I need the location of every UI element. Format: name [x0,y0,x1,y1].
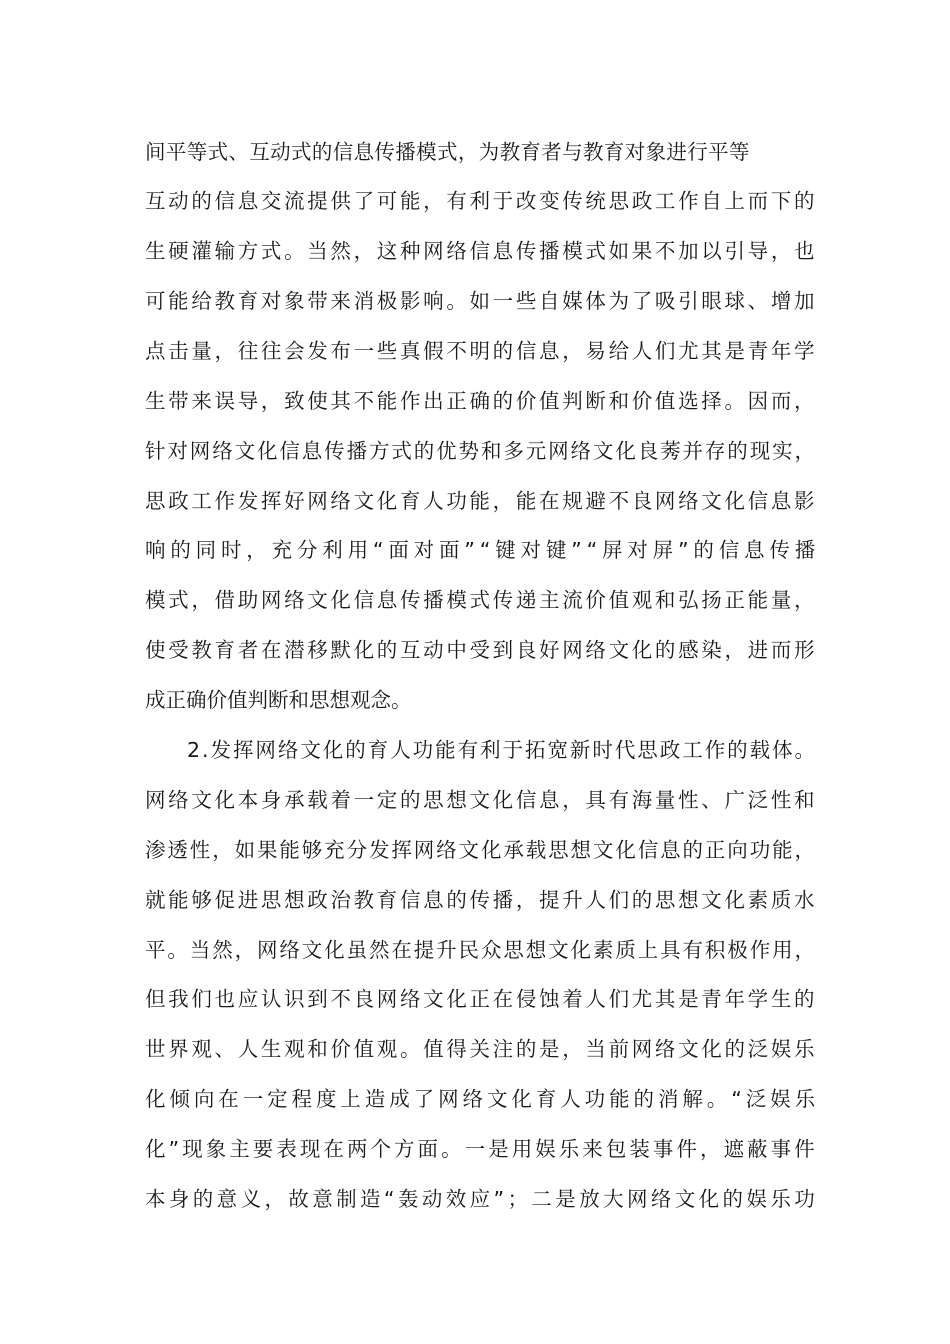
text-line: 思政工作发挥好网络文化育人功能，能在规避不良网络文化信息影 [145,489,818,513]
text-line: 使受教育者在潜移默化的互动中受到良好网络文化的感染，进而形 [145,638,818,662]
text-line: 模式，借助网络文化信息传播模式传递主流价值观和弘扬正能量， [145,588,818,612]
text-line: 间平等式、互动式的信息传播模式，为教育者与教育对象进行平等 [145,140,750,164]
text-line: 生带来误导，致使其不能作出正确的价值判断和价值选择。因而， [145,389,818,413]
text-line: 就能够促进思想政治教育信息的传播，提升人们的思想文化素质水 [145,888,818,912]
text-line: 响的同时，充分利用“面对面”“键对键”“屏对屏”的信息传播 [145,538,821,562]
text-line: 互动的信息交流提供了可能，有利于改变传统思政工作自上而下的 [145,189,818,213]
text-line: 平。当然，网络文化虽然在提升民众思想文化素质上具有积极作用， [145,938,817,962]
text-line: 网络文化本身承载着一定的思想文化信息，具有海量性、广泛性和 [145,788,818,812]
text-line: 点击量，往往会发布一些真假不明的信息，易给人们尤其是青年学 [145,339,818,363]
text-line: 生硬灌输方式。当然，这种网络信息传播模式如果不加以引导，也 [145,239,818,263]
text-line: 本身的意义，故意制造“轰动效应”；二是放大网络文化的娱乐功 [145,1187,819,1211]
text-line: 世界观、人生观和价值观。值得关注的是，当前网络文化的泛娱乐 [145,1037,818,1061]
text-line: 化”现象主要表现在两个方面。一是用娱乐来包装事件，遮蔽事件 [145,1137,818,1161]
text-line: 渗透性，如果能够充分发挥网络文化承载思想文化信息的正向功能， [145,838,817,862]
text-line: 成正确价值判断和思想观念。 [145,688,412,712]
text-line: 针对网络文化信息传播方式的优势和多元网络文化良莠并存的现实， [145,439,817,463]
text-line-indented: 2.发挥网络文化的育人功能有利于拓宽新时代思政工作的载体。 [187,738,818,762]
text-line: 但我们也应认识到不良网络文化正在侵蚀着人们尤其是青年学生的 [145,987,818,1011]
text-line: 可能给教育对象带来消极影响。如一些自媒体为了吸引眼球、增加 [145,289,818,313]
text-line: 化倾向在一定程度上造成了网络文化育人功能的消解。“泛娱乐 [145,1087,820,1111]
